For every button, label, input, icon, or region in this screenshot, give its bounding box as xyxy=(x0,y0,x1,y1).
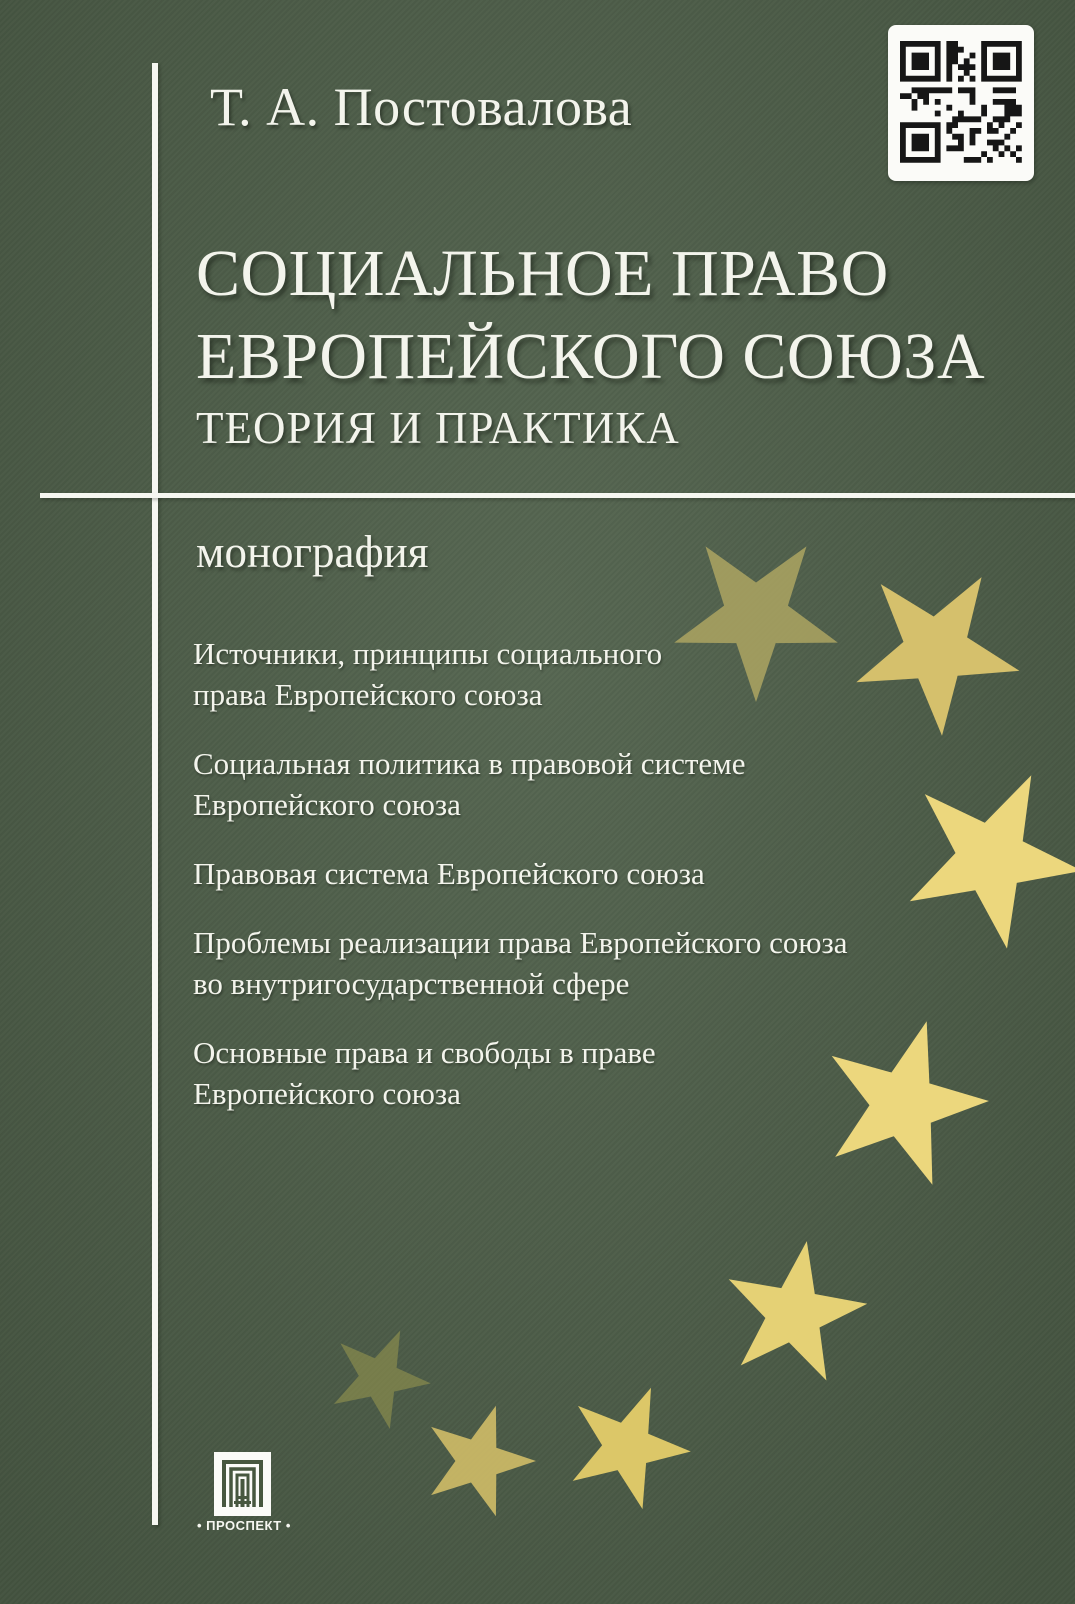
topic-line: Основные права и свободы в праве xyxy=(193,1035,656,1070)
topic-line: во внутригосударственной сфере xyxy=(193,966,630,1001)
eu-star-icon xyxy=(899,766,1075,950)
topic-line: Социальная политика в правовой системе xyxy=(193,746,746,781)
book-subtitle: ТЕОРИЯ И ПРАКТИКА xyxy=(196,403,680,453)
topic-item xyxy=(193,743,853,825)
book-title xyxy=(196,232,985,398)
topic-line: Европейского союза xyxy=(193,1076,461,1111)
topic-line: Проблемы реализации права Европейского союза xyxy=(193,925,848,960)
horizontal-rule xyxy=(40,493,1075,498)
vertical-rule xyxy=(152,63,158,1525)
publisher-name: • ПРОСПЕКТ • xyxy=(197,1518,291,1533)
topic-line: Правовая система Европейского союза xyxy=(193,856,705,891)
author-name: Т. А. Постовалова xyxy=(210,77,633,137)
prospekt-logo-icon xyxy=(214,1452,271,1516)
qr-code-pattern xyxy=(900,41,1022,163)
publisher-block xyxy=(197,1452,291,1533)
topics-list xyxy=(193,633,853,1142)
eu-star-icon xyxy=(850,564,1022,736)
edition-label: монография xyxy=(196,527,429,577)
qr-code-icon xyxy=(888,25,1034,181)
eu-star-icon xyxy=(720,1240,868,1388)
eu-star-icon xyxy=(420,1403,536,1519)
topic-line: права Европейского союза xyxy=(193,677,543,712)
topic-item xyxy=(193,1032,853,1114)
eu-star-icon xyxy=(563,1383,691,1511)
book-title-line2: ЕВРОПЕЙСКОГО СОЮЗА xyxy=(196,320,986,393)
topic-item xyxy=(193,853,853,894)
eu-star-icon xyxy=(327,1326,431,1430)
topic-line: Источники, принципы социального xyxy=(193,636,663,671)
topic-line: Европейского союза xyxy=(193,787,461,822)
topic-item xyxy=(193,633,853,715)
topic-item xyxy=(193,922,853,1004)
book-title-line1: СОЦИАЛЬНОЕ ПРАВО xyxy=(196,237,889,310)
